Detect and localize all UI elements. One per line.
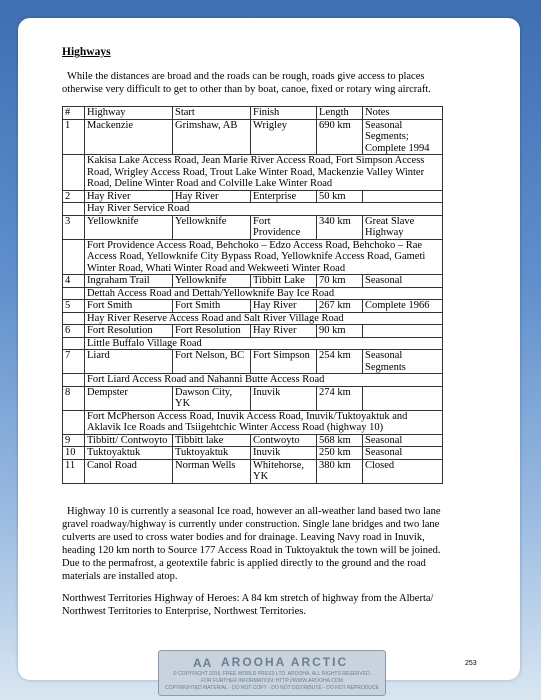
table-header-cell: Highway: [85, 107, 173, 120]
table-cell-finish: Hay River: [251, 325, 317, 338]
table-cell-notes: Seasonal Segments: [363, 350, 443, 374]
table-subrow: [63, 374, 443, 387]
table-cell-finish: Contwoyto: [251, 434, 317, 447]
info-line: FOR FURTHER INFORMATION: HTTP://WWW.AROOHA.COM: [201, 678, 343, 684]
table-cell-notes: Complete 1966: [363, 300, 443, 313]
table-cell-start: Yellowknife: [173, 275, 251, 288]
table-cell-finish: Fort Simpson: [251, 350, 317, 374]
restriction-line: COPYRIGHTED MATERIAL - DO NOT COPY - DO NOT DISTRIBUTE - DO NOT REPRODUCE: [165, 685, 379, 691]
table-cell-empty: [63, 287, 85, 300]
table-cell-start: Dawson City, YK: [173, 386, 251, 410]
table-subrow: [63, 312, 443, 325]
table-cell-finish: Enterprise: [251, 190, 317, 203]
table-cell-highway: Mackenzie: [85, 119, 173, 155]
table-cell-highway: Hay River: [85, 190, 173, 203]
table-cell-length: 380 km: [317, 459, 363, 483]
table-cell-start: Norman Wells: [173, 459, 251, 483]
access-roads-cell: Fort McPherson Access Road, Inuvik Access Road, Inuvik/Tuktoyaktuk and Aklavik Ice Roads and Tsiigehtchic Winter Access Road (highway 10): [85, 410, 443, 434]
table-row: [63, 119, 443, 155]
heroes-paragraph: Northwest Territories Highway of Heroes: A 84 km stretch of highway from the Alberta/ Northwest Territories to Enterprise, Northwest Territories.: [62, 593, 434, 617]
section-heading: Highways: [62, 46, 111, 58]
table-cell-num: 5: [63, 300, 85, 313]
table-row: [63, 459, 443, 483]
table-cell-start: Tuktoyaktuk: [173, 447, 251, 460]
table-subrow: [63, 337, 443, 350]
access-roads-cell: Dettah Access Road and Dettah/Yellowknife Bay Ice Road: [85, 287, 443, 300]
table-cell-highway: Tuktoyaktuk: [85, 447, 173, 460]
table-cell-empty: [63, 239, 85, 275]
table-cell-num: 7: [63, 350, 85, 374]
table-cell-finish: Hay River: [251, 300, 317, 313]
table-row: [63, 434, 443, 447]
highways-table: [62, 106, 443, 484]
table-header-cell: Length: [317, 107, 363, 120]
logo-name: AROOHA ARCTIC: [221, 655, 349, 669]
table-cell-length: 568 km: [317, 434, 363, 447]
table-cell-num: 8: [63, 386, 85, 410]
table-row: [63, 325, 443, 338]
table-cell-empty: [63, 203, 85, 216]
table-cell-length: 90 km: [317, 325, 363, 338]
table-cell-num: 11: [63, 459, 85, 483]
table-row: [63, 300, 443, 313]
table-cell-highway: Liard: [85, 350, 173, 374]
table-row: [63, 350, 443, 374]
table-cell-finish: Fort Providence: [251, 215, 317, 239]
table-cell-highway: Tibbitt/ Contwoyto: [85, 434, 173, 447]
table-row: [63, 215, 443, 239]
table-header-cell: Finish: [251, 107, 317, 120]
access-roads-cell: Fort Providence Access Road, Behchoko – Edzo Access Road, Behchoko – Rae Access Road, Yellowknife City Bypass Road, Yellowknife Access Road, Gameti Winter Road, Whati Winter Road and Wekweeti Winter Road: [85, 239, 443, 275]
access-roads-cell: Hay River Reserve Access Road and Salt River Village Road: [85, 312, 443, 325]
table-cell-finish: Inuvik: [251, 447, 317, 460]
table-subrow: [63, 203, 443, 216]
table-cell-highway: Ingraham Trail: [85, 275, 173, 288]
table-cell-length: 340 km: [317, 215, 363, 239]
table-header-cell: Start: [173, 107, 251, 120]
table-subrow: [63, 287, 443, 300]
access-roads-cell: Kakisa Lake Access Road, Jean Marie River Access Road, Fort Simpson Access Road, Wrigley Access Road, Trout Lake Winter Road, Mackenzie Valley Winter Road, Deline Winter Road and Colville Lake Winter Road: [85, 155, 443, 191]
table-cell-notes: [363, 386, 443, 410]
table-cell-empty: [63, 374, 85, 387]
table-header-cell: #: [63, 107, 85, 120]
page-number: 253: [465, 660, 477, 667]
table-cell-notes: [363, 325, 443, 338]
table-cell-start: Grimshaw, AB: [173, 119, 251, 155]
table-row: [63, 190, 443, 203]
table-subrow: [63, 155, 443, 191]
table-cell-start: Yellowknife: [173, 215, 251, 239]
table-cell-num: 4: [63, 275, 85, 288]
table-cell-length: 70 km: [317, 275, 363, 288]
table-cell-num: 10: [63, 447, 85, 460]
table-subrow: [63, 239, 443, 275]
table-cell-highway: Fort Resolution: [85, 325, 173, 338]
table-cell-length: 50 km: [317, 190, 363, 203]
table-cell-highway: Dempster: [85, 386, 173, 410]
table-cell-highway: Canol Road: [85, 459, 173, 483]
footer-copyright-banner: [158, 650, 386, 696]
copyright-line: © COPYRIGHT 2016, FREE WORLD PRESS LTD. AROOHA. ALL RIGHTS RESERVED.: [173, 671, 371, 677]
table-row: [63, 386, 443, 410]
table-cell-length: 267 km: [317, 300, 363, 313]
table-cell-start: Fort Smith: [173, 300, 251, 313]
table-cell-num: 2: [63, 190, 85, 203]
table-cell-start: Hay River: [173, 190, 251, 203]
table-cell-start: Fort Resolution: [173, 325, 251, 338]
table-cell-empty: [63, 337, 85, 350]
table-cell-num: 3: [63, 215, 85, 239]
table-cell-notes: Great Slave Highway: [363, 215, 443, 239]
logo-mark: AA: [193, 656, 213, 670]
table-cell-finish: Wrigley: [251, 119, 317, 155]
table-cell-highway: Yellowknife: [85, 215, 173, 239]
table-subrow: [63, 410, 443, 434]
table-cell-notes: Seasonal Segments; Complete 1994: [363, 119, 443, 155]
highway10-paragraph: Highway 10 is currently a seasonal Ice road, however an all-weather land based two lane gravel roadway/highway is currently under construction. Single lane bridges and two lane culverts are used to cross water bodies and for drainage. Leaving Navy road in Inuvik, heading 120 km north to Source 177 Access Road in Tuktoyaktuk the town will be joined. Due to the permafrost, a geotextile fabric is applied directly to the ground and the road materials are installed atop.: [62, 506, 441, 582]
access-roads-cell: Little Buffalo Village Road: [85, 337, 443, 350]
table-cell-length: 274 km: [317, 386, 363, 410]
table-header-row: [63, 107, 443, 120]
table-cell-start: Tibbitt lake: [173, 434, 251, 447]
table-cell-empty: [63, 312, 85, 325]
intro-paragraph: While the distances are broad and the roads can be rough, roads give access to places otherwise very difficult to get to other than by boat, canoe, fixed or rotary wing aircraft.: [62, 71, 431, 95]
table-cell-notes: Seasonal: [363, 434, 443, 447]
table-cell-finish: Tibbitt Lake: [251, 275, 317, 288]
table-cell-length: 690 km: [317, 119, 363, 155]
table-cell-length: 250 km: [317, 447, 363, 460]
table-cell-empty: [63, 410, 85, 434]
access-roads-cell: Fort Liard Access Road and Nahanni Butte Access Road: [85, 374, 443, 387]
access-roads-cell: Hay River Service Road: [85, 203, 443, 216]
table-cell-length: 254 km: [317, 350, 363, 374]
table-cell-finish: Whitehorse, YK: [251, 459, 317, 483]
table-cell-num: 1: [63, 119, 85, 155]
table-row: [63, 447, 443, 460]
table-cell-empty: [63, 155, 85, 191]
table-cell-num: 9: [63, 434, 85, 447]
table-cell-start: Fort Nelson, BC: [173, 350, 251, 374]
table-cell-notes: Closed: [363, 459, 443, 483]
table-cell-highway: Fort Smith: [85, 300, 173, 313]
table-header-cell: Notes: [363, 107, 443, 120]
table-cell-notes: Seasonal: [363, 275, 443, 288]
table-cell-notes: [363, 190, 443, 203]
table-row: [63, 275, 443, 288]
table-cell-num: 6: [63, 325, 85, 338]
table-cell-finish: Inuvik: [251, 386, 317, 410]
table-cell-notes: Seasonal: [363, 447, 443, 460]
